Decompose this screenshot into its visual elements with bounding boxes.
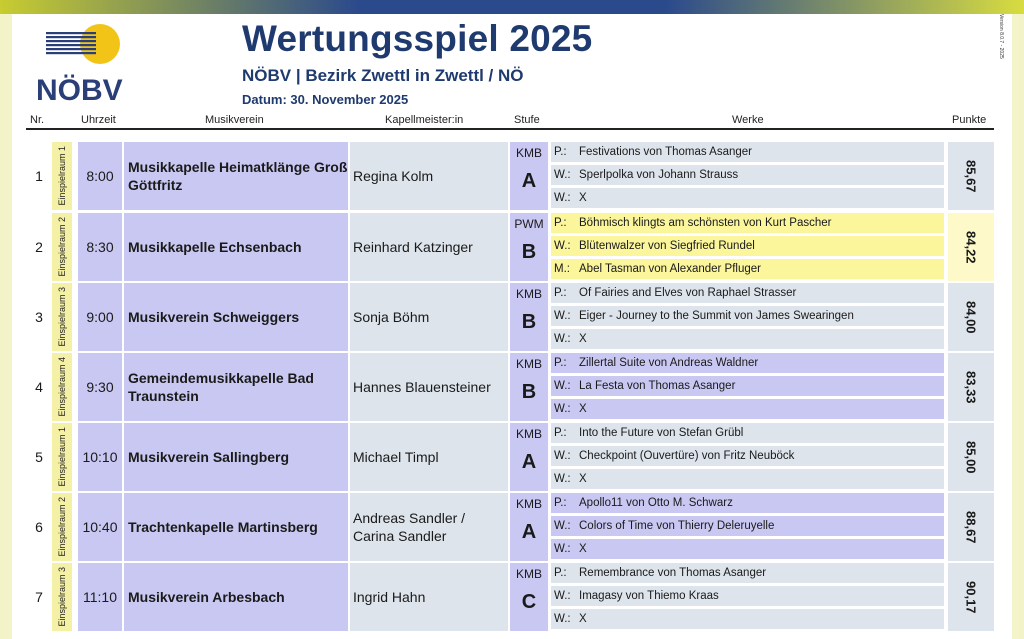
werk-entry xyxy=(551,259,944,279)
punkte-cell xyxy=(948,493,994,561)
werk-title: Sperlpolka von Johann Strauss xyxy=(579,169,739,181)
werk-type: P.: xyxy=(554,287,567,299)
einspielraum-text: Einspielraum 1 xyxy=(57,146,67,206)
version-label: Version 8.0.7 - 2025 xyxy=(998,14,1004,59)
einspielraum-text: Einspielraum 2 xyxy=(57,217,67,277)
einspielraum-text: Einspielraum 1 xyxy=(57,427,67,487)
table-row xyxy=(0,213,1024,281)
werk-entry xyxy=(551,306,944,326)
punkte-cell xyxy=(948,563,994,631)
stufe-cell xyxy=(510,563,548,631)
col-header-uhrzeit: Uhrzeit xyxy=(81,114,116,126)
werk-type: P.: xyxy=(554,217,567,229)
werk-type: W.: xyxy=(554,380,571,392)
row-number: 7 xyxy=(35,589,43,605)
einspielraum-label xyxy=(52,353,72,421)
werk-entry xyxy=(551,446,944,466)
col-header-nr: Nr. xyxy=(30,114,45,126)
werk-title: Abel Tasman von Alexander Pfluger xyxy=(579,263,761,275)
werk-title: Of Fairies and Elves von Raphael Strasser xyxy=(579,287,797,299)
table-row xyxy=(0,142,1024,210)
werk-title: X xyxy=(579,192,587,204)
punkte-value: 85,67 xyxy=(963,159,979,193)
werk-title: Eiger - Journey to the Summit von James Swearingen xyxy=(579,310,854,322)
einspielraum-label xyxy=(52,423,72,491)
punkte-value: 84,00 xyxy=(963,300,979,334)
werk-title: Checkpoint (Ouvertüre) von Fritz Neuböck xyxy=(579,450,795,462)
col-header-stufe: Stufe xyxy=(514,114,540,126)
werk-type: P.: xyxy=(554,567,567,579)
werk-type: P.: xyxy=(554,427,567,439)
werk-entry xyxy=(551,188,944,208)
page-title: Wertungsspiel 2025 xyxy=(242,18,593,59)
musikverein-name: Musikkapelle Echsenbach xyxy=(124,213,348,281)
werk-entry xyxy=(551,516,944,536)
col-header-musikverein: Musikverein xyxy=(205,114,264,126)
werk-entry xyxy=(551,399,944,419)
row-number: 4 xyxy=(35,379,43,395)
stufe-level: B xyxy=(521,381,537,403)
kapellmeister-name: Reinhard Katzinger xyxy=(350,213,508,281)
werk-title: Böhmisch klingts am schönsten von Kurt Pascher xyxy=(579,217,832,229)
stufe-cell xyxy=(510,493,548,561)
einspielraum-label xyxy=(52,213,72,281)
col-header-werke: Werke xyxy=(732,114,764,126)
werk-type: W.: xyxy=(554,333,571,345)
performance-time: 8:30 xyxy=(78,213,122,281)
kategorie-label: KMB xyxy=(515,357,542,371)
werk-type: W.: xyxy=(554,169,571,181)
event-date: Datum: 30. November 2025 xyxy=(242,92,409,107)
table-row xyxy=(0,283,1024,351)
performance-time: 10:40 xyxy=(78,493,122,561)
werk-title: X xyxy=(579,403,587,415)
col-header-punkte: Punkte xyxy=(952,114,987,126)
punkte-value: 88,67 xyxy=(963,510,979,544)
kategorie-label: KMB xyxy=(515,497,542,511)
punkte-value: 90,17 xyxy=(963,580,979,614)
row-number: 1 xyxy=(35,168,43,184)
logo-text: NÖBV xyxy=(36,74,123,104)
werk-title: Blütenwalzer von Siegfried Rundel xyxy=(579,240,755,252)
werk-entry xyxy=(551,142,944,162)
werk-entry xyxy=(551,376,944,396)
werk-type: W.: xyxy=(554,473,571,485)
musikverein-name: Musikverein Sallingberg xyxy=(124,423,348,491)
musikverein-name: Gemeindemusikkapelle Bad Traunstein xyxy=(124,353,348,421)
werk-title: La Festa von Thomas Asanger xyxy=(579,380,736,392)
werk-type: W.: xyxy=(554,310,571,322)
stufe-level: A xyxy=(521,521,537,543)
werk-title: X xyxy=(579,543,587,555)
punkte-cell xyxy=(948,353,994,421)
kategorie-label: KMB xyxy=(515,287,542,301)
top-gradient-bar xyxy=(0,0,1024,14)
werk-type: P.: xyxy=(554,146,567,158)
werk-entry xyxy=(551,165,944,185)
kategorie-label: KMB xyxy=(515,146,542,160)
werk-type: M.: xyxy=(554,263,570,275)
row-number: 2 xyxy=(35,239,43,255)
werk-title: Colors of Time von Thierry Deleruyelle xyxy=(579,520,775,532)
werk-title: Imagasy von Thiemo Kraas xyxy=(579,590,719,602)
punkte-value: 83,33 xyxy=(963,370,979,404)
kapellmeister-name: Regina Kolm xyxy=(350,142,508,210)
werk-type: W.: xyxy=(554,403,571,415)
werk-title: X xyxy=(579,613,587,625)
einspielraum-label xyxy=(52,283,72,351)
performance-time: 11:10 xyxy=(78,563,122,631)
performance-time: 9:00 xyxy=(78,283,122,351)
werk-entry xyxy=(551,353,944,373)
stufe-cell xyxy=(510,142,548,210)
werk-type: W.: xyxy=(554,192,571,204)
werk-entry xyxy=(551,213,944,233)
werk-type: W.: xyxy=(554,590,571,602)
stufe-level: A xyxy=(521,451,537,473)
werk-entry xyxy=(551,539,944,559)
kapellmeister-name: Sonja Böhm xyxy=(350,283,508,351)
table-row xyxy=(0,423,1024,491)
stufe-level: B xyxy=(521,311,537,333)
punkte-cell xyxy=(948,142,994,210)
row-number: 6 xyxy=(35,519,43,535)
einspielraum-text: Einspielraum 3 xyxy=(57,567,67,627)
performance-time: 10:10 xyxy=(78,423,122,491)
stufe-cell xyxy=(510,283,548,351)
einspielraum-label xyxy=(52,493,72,561)
werk-title: X xyxy=(579,473,587,485)
werk-title: Apollo11 von Otto M. Schwarz xyxy=(579,497,733,509)
werk-type: W.: xyxy=(554,240,571,252)
table-row xyxy=(0,493,1024,561)
musikverein-name: Musikverein Schweiggers xyxy=(124,283,348,351)
punkte-cell xyxy=(948,283,994,351)
werk-entry xyxy=(551,283,944,303)
noebv-logo xyxy=(36,22,146,104)
kapellmeister-name: Ingrid Hahn xyxy=(350,563,508,631)
stufe-level: A xyxy=(521,170,537,192)
werk-title: Remembrance von Thomas Asanger xyxy=(579,567,767,579)
einspielraum-text: Einspielraum 2 xyxy=(57,497,67,557)
kapellmeister-name: Michael Timpl xyxy=(350,423,508,491)
header-divider xyxy=(26,128,994,130)
kapellmeister-name: Andreas Sandler / Carina Sandler xyxy=(350,493,508,561)
kategorie-label: KMB xyxy=(515,567,542,581)
werk-type: P.: xyxy=(554,497,567,509)
kategorie-label: KMB xyxy=(515,427,542,441)
werk-title: Festivations von Thomas Asanger xyxy=(579,146,753,158)
werk-type: P.: xyxy=(554,357,567,369)
stufe-level: C xyxy=(521,591,537,613)
werk-title: X xyxy=(579,333,587,345)
werk-entry xyxy=(551,469,944,489)
kategorie-label: PWM xyxy=(514,217,544,231)
performance-time: 9:30 xyxy=(78,353,122,421)
punkte-value: 84,22 xyxy=(963,230,979,264)
table-row xyxy=(0,353,1024,421)
row-number: 5 xyxy=(35,449,43,465)
punkte-cell xyxy=(948,423,994,491)
punkte-cell xyxy=(948,213,994,281)
werk-title: Into the Future von Stefan Grübl xyxy=(579,427,744,439)
werk-title: Zillertal Suite von Andreas Waldner xyxy=(579,357,759,369)
musikverein-name: Trachtenkapelle Martinsberg xyxy=(124,493,348,561)
einspielraum-text: Einspielraum 3 xyxy=(57,287,67,347)
einspielraum-text: Einspielraum 4 xyxy=(57,357,67,417)
col-header-kapellmeister: Kapellmeister:in xyxy=(385,114,464,126)
musikverein-name: Musikkapelle Heimatklänge Groß Göttfritz xyxy=(124,142,348,210)
table-row xyxy=(0,563,1024,631)
werk-type: W.: xyxy=(554,520,571,532)
werk-type: W.: xyxy=(554,450,571,462)
stufe-cell xyxy=(510,213,548,281)
werk-entry xyxy=(551,563,944,583)
stufe-level: B xyxy=(521,241,537,263)
werk-entry xyxy=(551,329,944,349)
werk-entry xyxy=(551,493,944,513)
stufe-cell xyxy=(510,423,548,491)
werk-type: W.: xyxy=(554,543,571,555)
werk-type: W.: xyxy=(554,613,571,625)
page-subtitle: NÖBV | Bezirk Zwettl in Zwettl / NÖ xyxy=(242,66,524,85)
stufe-cell xyxy=(510,353,548,421)
werk-entry xyxy=(551,236,944,256)
punkte-value: 85,00 xyxy=(963,440,979,474)
performance-time: 8:00 xyxy=(78,142,122,210)
row-number: 3 xyxy=(35,309,43,325)
werk-entry xyxy=(551,423,944,443)
werk-entry xyxy=(551,609,944,629)
einspielraum-label xyxy=(52,563,72,631)
musikverein-name: Musikverein Arbesbach xyxy=(124,563,348,631)
kapellmeister-name: Hannes Blauensteiner xyxy=(350,353,508,421)
werk-entry xyxy=(551,586,944,606)
einspielraum-label xyxy=(52,142,72,210)
